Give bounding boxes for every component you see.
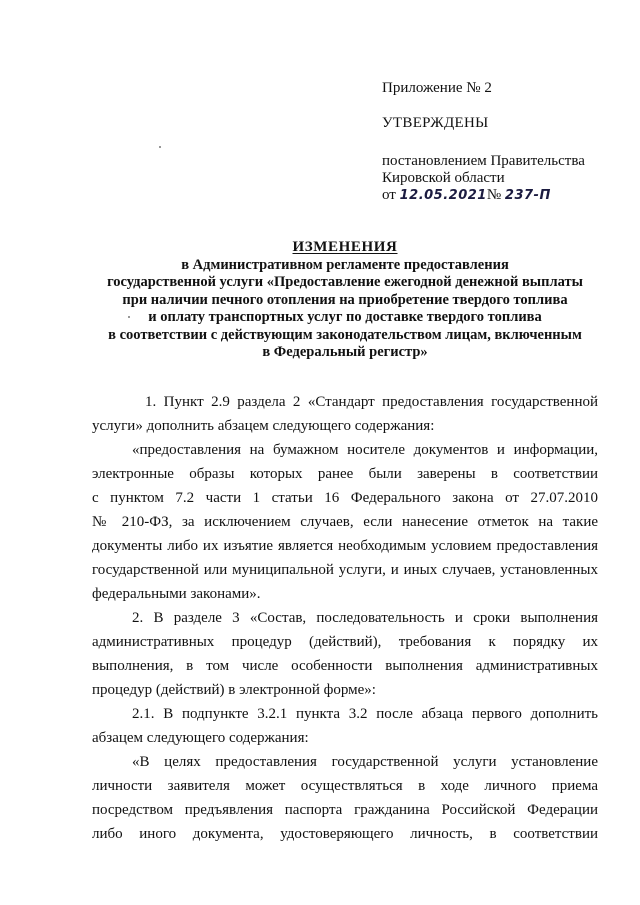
paragraph-line: «В целях предоставления государственной услуги установление bbox=[132, 754, 598, 770]
paragraph-line: выполнения, в том числе особенности выполнения административных bbox=[92, 658, 598, 674]
paragraph-line: административных процедур (действий), требования к порядку их bbox=[92, 634, 598, 650]
annex-number: Приложение № 2 bbox=[382, 80, 492, 96]
decree-from: от bbox=[382, 187, 396, 203]
paragraph-line: процедур (действий) в электронной форме»: bbox=[92, 682, 376, 698]
heading-line: и оплату транспортных услуг по доставке твердого топлива bbox=[148, 309, 542, 325]
paragraph-line: абзацем следующего содержания: bbox=[92, 730, 309, 746]
handwritten-date: 12.05.2021 bbox=[399, 188, 487, 203]
paragraph-line: личности заявителя может осуществляться в ходе личного приема bbox=[92, 778, 598, 794]
paragraph-line: с пунктом 7.2 части 1 статьи 16 Федерального закона от 27.07.2010 bbox=[92, 490, 598, 506]
paragraph-line: федеральными законами». bbox=[92, 586, 261, 602]
heading-line: в Административном регламенте предоставления bbox=[181, 257, 509, 273]
paragraph-line: посредством предъявления паспорта гражданина Российской Федерации bbox=[92, 802, 598, 818]
paragraph-line: № 210-ФЗ, за исключением случаев, если нанесение отметок на такие bbox=[92, 514, 598, 530]
paragraph-line: 2.1. В подпункте 3.2.1 пункта 3.2 после абзаца первого дополнить bbox=[132, 706, 598, 722]
paragraph-line: документы либо их изъятие является необходимым условием предоставления bbox=[92, 538, 598, 554]
paragraph-line: 2. В разделе 3 «Состав, последовательность и сроки выполнения bbox=[132, 610, 598, 626]
heading-line: государственной услуги «Предоставление ежегодной денежной выплаты bbox=[107, 274, 583, 290]
scan-speck bbox=[128, 316, 130, 318]
paragraph-line: услуги» дополнить абзацем следующего содержания: bbox=[92, 418, 435, 434]
approved-label: УТВЕРЖДЕНЫ bbox=[382, 115, 489, 131]
decree-line-1: постановлением Правительства bbox=[382, 153, 585, 169]
decree-date-line bbox=[382, 186, 551, 205]
document-title: ИЗМЕНЕНИЯ bbox=[292, 239, 398, 255]
heading-line: при наличии печного отопления на приобретение твердого топлива bbox=[122, 292, 568, 308]
heading-line: в Федеральный регистр» bbox=[262, 344, 428, 360]
paragraph-line: 1. Пункт 2.9 раздела 2 «Стандарт предоставления государственной bbox=[145, 394, 598, 410]
heading-line: в соответствии с действующим законодательством лицам, включенным bbox=[108, 327, 582, 343]
handwritten-number: 237-П bbox=[504, 188, 551, 203]
decree-number-sign: № bbox=[486, 187, 502, 203]
paragraph-line: государственной или муниципальной услуги, и иных случаев, установленных bbox=[92, 562, 598, 578]
decree-line-2: Кировской области bbox=[382, 170, 505, 186]
paragraph-line: «предоставления на бумажном носителе документов и информации, bbox=[132, 442, 598, 458]
paragraph-line: либо иного документа, удостоверяющего личность, в соответствии bbox=[92, 826, 598, 842]
scan-speck bbox=[159, 146, 161, 148]
paragraph-line: электронные образы которых ранее были заверены в соответствии bbox=[92, 466, 598, 482]
